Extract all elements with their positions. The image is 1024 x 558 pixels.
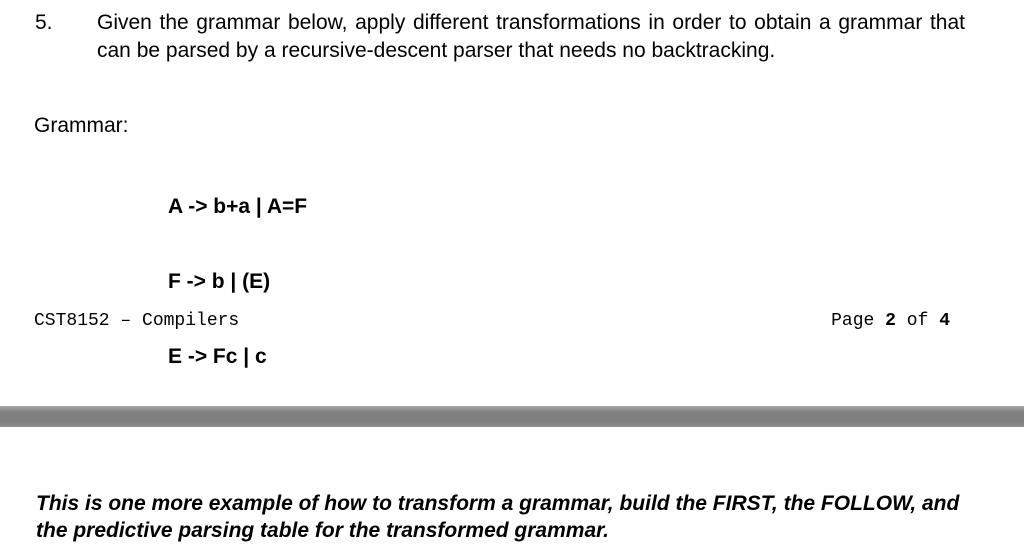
- question-number: 5.: [35, 11, 53, 34]
- page-number: 2: [885, 311, 896, 331]
- section-divider-bar: [0, 406, 1024, 427]
- of-word: of: [906, 311, 929, 331]
- grammar-label: Grammar:: [34, 114, 129, 137]
- question-text: Given the grammar below, apply different transformations in order to obtain a grammar that can be parsed by a recursive-descent parser that needs no backtracking.: [97, 11, 965, 62]
- grammar-production: E -> Fc | c: [168, 345, 267, 368]
- grammar-production: A -> b+a | A=F: [168, 195, 308, 218]
- page-word: Page: [831, 311, 875, 331]
- grammar-productions: [168, 144, 307, 419]
- footer-page-indicator: [831, 311, 950, 331]
- total-pages: 4: [939, 311, 950, 331]
- grammar-production: F -> b | (E): [168, 270, 271, 293]
- footer-course-code: CST8152 – Compilers: [34, 311, 240, 331]
- notes-text: This is one more example of how to transform a grammar, build the FIRST, the FOLLOW, and the predictive parsing table for the transformed grammar.: [36, 492, 960, 542]
